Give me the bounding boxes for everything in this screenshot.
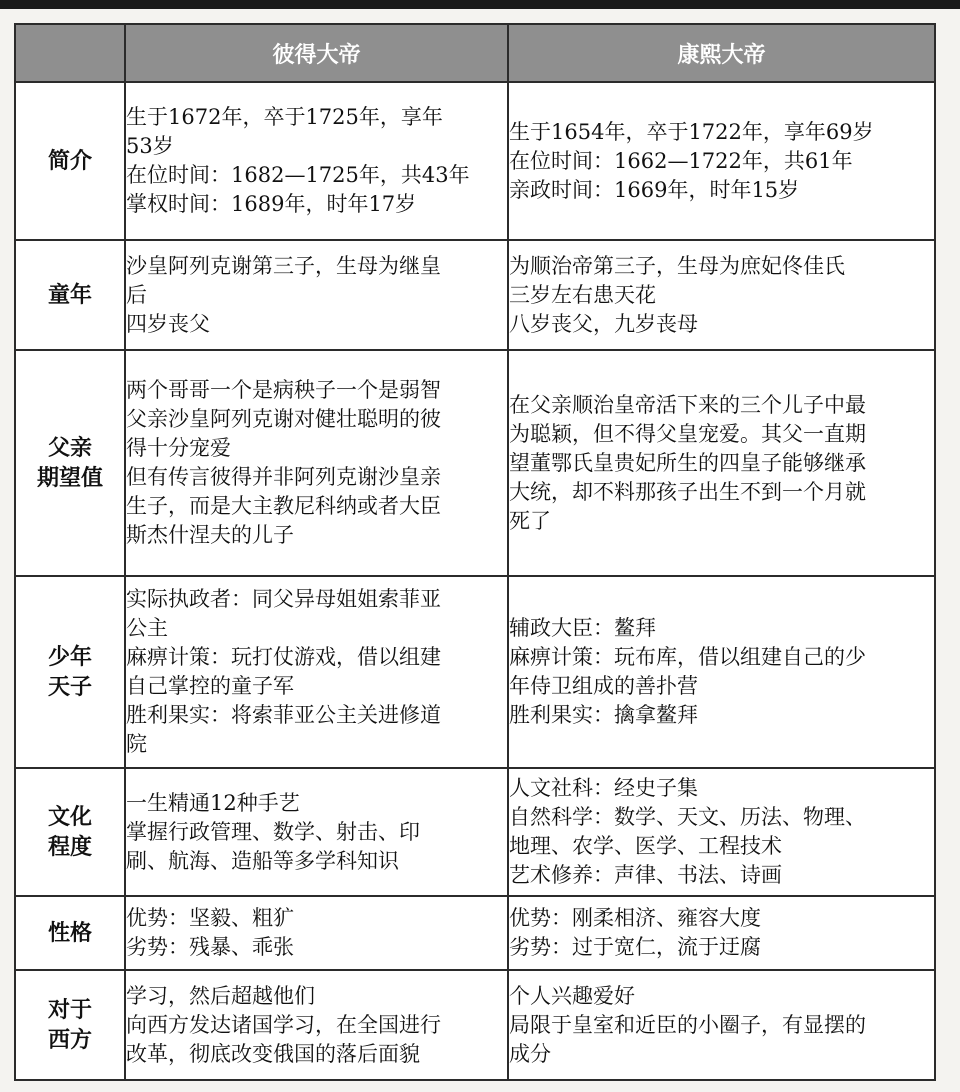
kangxi-cell: 在父亲顺治皇帝活下来的三个儿子中最 为聪颖，但不得父皇宠爱。其父一直期 望董鄂氏皇贵妃所生的四皇子能够继承 大统，却不料那孩子出生不到一个月就 死了 bbox=[508, 350, 935, 576]
row-label: 童年 bbox=[15, 240, 125, 350]
row-label: 对于 西方 bbox=[15, 970, 125, 1080]
kangxi-cell: 生于1654年，卒于1722年，享年69岁 在位时间：1662—1722年，共61年 亲政时间：1669年，时年15岁 bbox=[508, 82, 935, 240]
document-page bbox=[0, 9, 960, 1092]
row-label: 少年 天子 bbox=[15, 576, 125, 768]
peter-cell: 学习，然后超越他们 向西方发达诸国学习，在全国进行 改革，彻底改变俄国的落后面貌 bbox=[125, 970, 508, 1080]
row-personality bbox=[15, 896, 935, 970]
peter-cell: 一生精通12种手艺 掌握行政管理、数学、射击、印 刷、航海、造船等多学科知识 bbox=[125, 768, 508, 896]
header-row bbox=[15, 24, 935, 82]
row-label: 文化 程度 bbox=[15, 768, 125, 896]
kangxi-cell: 为顺治帝第三子，生母为庶妃佟佳氏 三岁左右患天花 八岁丧父，九岁丧母 bbox=[508, 240, 935, 350]
row-label: 简介 bbox=[15, 82, 125, 240]
comparison-table bbox=[14, 23, 936, 1081]
peter-cell: 两个哥哥一个是病秧子一个是弱智 父亲沙皇阿列克谢对健壮聪明的彼 得十分宠爱 但有传言彼得并非阿列克谢沙皇亲 生子，而是大主教尼科纳或者大臣 斯杰什涅夫的儿子 bbox=[125, 350, 508, 576]
row-label: 父亲 期望值 bbox=[15, 350, 125, 576]
kangxi-cell: 辅政大臣：鳌拜 麻痹计策：玩布库，借以组建自己的少 年侍卫组成的善扑营 胜利果实：擒拿鳌拜 bbox=[508, 576, 935, 768]
peter-cell: 实际执政者：同父异母姐姐索菲亚 公主 麻痹计策：玩打仗游戏，借以组建 自己掌控的童子军 胜利果实：将索菲亚公主关进修道 院 bbox=[125, 576, 508, 768]
row-label: 性格 bbox=[15, 896, 125, 970]
row-intro bbox=[15, 82, 935, 240]
peter-cell: 生于1672年，卒于1725年，享年 53岁 在位时间：1682—1725年，共43年 掌权时间：1689年，时年17岁 bbox=[125, 82, 508, 240]
peter-cell: 优势：坚毅、粗犷 劣势：残暴、乖张 bbox=[125, 896, 508, 970]
header-peter-the-great: 彼得大帝 bbox=[125, 24, 508, 82]
header-kangxi-emperor: 康熙大帝 bbox=[508, 24, 935, 82]
kangxi-cell: 人文社科：经史子集 自然科学：数学、天文、历法、物理、 地理、农学、医学、工程技术 艺术修养：声律、书法、诗画 bbox=[508, 768, 935, 896]
kangxi-cell: 优势：刚柔相济、雍容大度 劣势：过于宽仁，流于迂腐 bbox=[508, 896, 935, 970]
kangxi-cell: 个人兴趣爱好 局限于皇室和近臣的小圈子，有显摆的 成分 bbox=[508, 970, 935, 1080]
row-young-ruler bbox=[15, 576, 935, 768]
row-education bbox=[15, 768, 935, 896]
row-attitude-to-west bbox=[15, 970, 935, 1080]
row-childhood bbox=[15, 240, 935, 350]
header-corner bbox=[15, 24, 125, 82]
top-status-bar bbox=[0, 0, 960, 9]
row-father-expectation bbox=[15, 350, 935, 576]
peter-cell: 沙皇阿列克谢第三子，生母为继皇 后 四岁丧父 bbox=[125, 240, 508, 350]
